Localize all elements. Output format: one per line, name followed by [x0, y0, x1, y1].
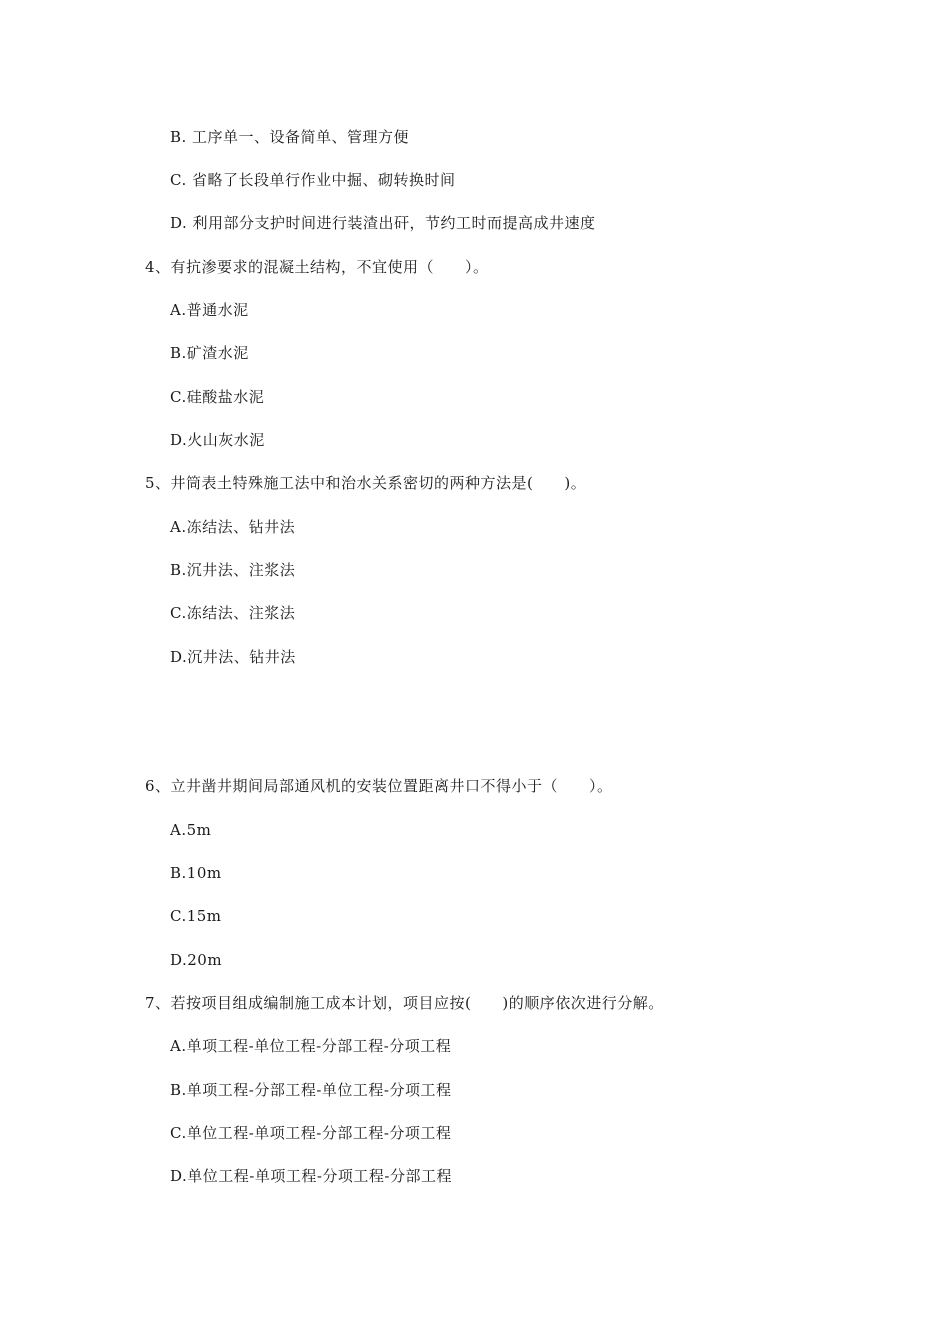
q6-stem: 6、立井凿井期间局部通风机的安装位置距离井口不得小于（ ）。	[145, 777, 613, 795]
q7-option-c: C.单位工程-单项工程-分部工程-分项工程	[170, 1124, 452, 1142]
q6-option-a: A.5m	[170, 821, 212, 839]
q3-option-c: C. 省略了长段单行作业中掘、砌转换时间	[170, 171, 456, 189]
q4-option-a: A.普通水泥	[170, 301, 249, 319]
q5-option-b: B.沉井法、注浆法	[170, 561, 296, 579]
q4-option-c: C.硅酸盐水泥	[170, 388, 265, 406]
q7-option-b: B.单项工程-分部工程-单位工程-分项工程	[170, 1081, 452, 1099]
q6-option-c: C.15m	[170, 907, 222, 925]
q3-option-d: D. 利用部分支护时间进行装渣出矸，节约工时而提高成井速度	[170, 214, 596, 232]
q5-option-c: C.冻结法、注浆法	[170, 604, 296, 622]
q7-option-a: A.单项工程-单位工程-分部工程-分项工程	[170, 1037, 452, 1055]
q5-option-a: A.冻结法、钻井法	[170, 518, 296, 536]
q6-option-d: D.20m	[170, 951, 223, 969]
q4-option-b: B.矿渣水泥	[170, 344, 249, 362]
q7-stem: 7、若按项目组成编制施工成本计划，项目应按( )的顺序依次进行分解。	[145, 994, 664, 1012]
q4-option-d: D.火山灰水泥	[170, 431, 265, 449]
q7-option-d: D.单位工程-单项工程-分项工程-分部工程	[170, 1167, 452, 1185]
q5-option-d: D.沉井法、钻井法	[170, 648, 296, 666]
q4-stem: 4、有抗渗要求的混凝土结构，不宜使用（ ）。	[145, 258, 489, 276]
q6-option-b: B.10m	[170, 864, 222, 882]
q3-option-b: B. 工序单一、设备简单、管理方便	[170, 128, 410, 146]
q5-stem: 5、井筒表土特殊施工法中和治水关系密切的两种方法是( )。	[145, 474, 587, 492]
